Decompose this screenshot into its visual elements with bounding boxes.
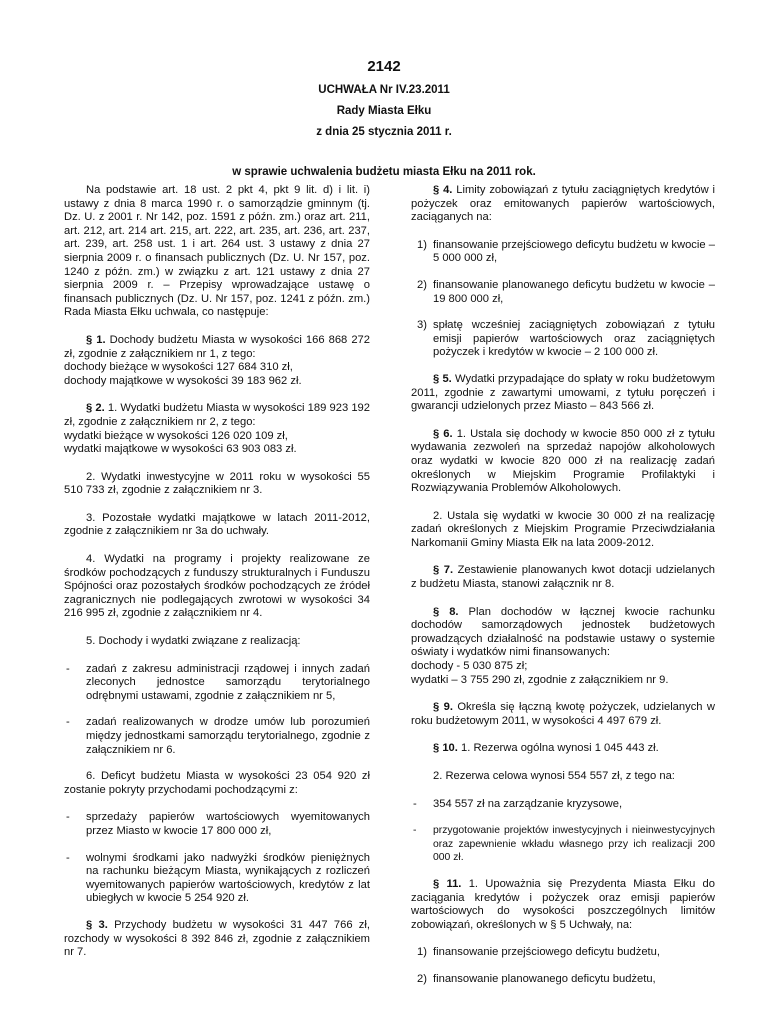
section-8-line-3: wydatki – 3 755 290 zł, zgodnie z załącznikiem nr 9. <box>411 673 669 686</box>
section-8-text: Plan dochodów w łącznej kwocie rachunku dochodów samorządowych jednostek budżetowych prowadzących działalność na podstawie ustawy o systemie oświaty i wydatków nimi finansowanych: <box>411 605 716 659</box>
section-2-line-3: wydatki majątkowe w wysokości 63 903 083 zł. <box>64 443 297 456</box>
section-6-label: § 6. <box>433 427 453 440</box>
resolution-title: UCHWAŁA Nr IV.23.2011 <box>318 84 450 96</box>
section-10-text: 1. Rezerwa ogólna wynosi 1 045 443 zł. <box>461 742 659 755</box>
section-7-text: Zestawienie planowanych kwot dotacji udzielanych z budżetu Miasta, stanowi załącznik nr 8. <box>411 564 715 591</box>
section-3-text: Przychody budżetu w wysokości 31 447 766 zł, rozchody w wysokości 8 392 846 zł, zgodnie z załącznikiem nr 7. <box>64 918 370 959</box>
section-9-text: Określa się łączną kwotę pożyczek, udzielanych w roku budżetowym 2011, w wysokości 4 497 679 zł. <box>411 701 715 727</box>
left-column <box>64 184 370 974</box>
section-7-label: § 7. <box>433 564 454 577</box>
list-item <box>411 319 715 360</box>
list-item: - zadań z zakresu administracji rządowej i innych zadań zleconych jednostce samorządu terytorialnego odrębnymi ustawami, zgodnie z załącznikiem nr 5, <box>64 663 370 704</box>
section-6-paragraph-2: 2. Ustala się wydatki w kwocie 30 000 zł na realizację zadań określonych z Miejskim Programie Przeciwdziałania Narkomanii Gminy Miasta Ełk na lata 2009-2012. <box>411 509 715 549</box>
section-6 <box>411 428 715 496</box>
section-10-label: § 10. <box>433 742 458 755</box>
list-item-text: finansowanie planowanego deficytu budżetu w kwocie – 19 800 000 zł, <box>433 278 715 305</box>
list-item-text: spłatę wcześniej zaciągniętych zobowiązań z tytułu emisji papierów wartościowych oraz zaciągniętych pożyczek i kredytów w kwocie – 2 100 000 zł. <box>433 319 715 359</box>
list-item-text: finansowanie przejściowego deficytu budżetu, <box>433 946 660 959</box>
list-item-number: 2) <box>417 278 427 291</box>
list-item <box>411 279 715 306</box>
list-item: - 354 557 zł na zarządzanie kryzysowe, <box>411 798 715 812</box>
section-1-line-2: dochody bieżące w wysokości 127 684 310 zł, <box>64 361 293 374</box>
section-6-text: 1. Ustala się dochody w kwocie 850 000 zł z tytułu wydawania zezwoleń na sprzedaż napojów alkoholowych oraz wydatki w kwocie 820 000 zł na realizację zadań określonych w Miejskim Programie Profilaktyki i Rozwiązywania Problemów Alkoholowych. <box>411 427 716 495</box>
section-1-line-3: dochody majątkowe w wysokości 39 183 962 zł. <box>64 374 302 387</box>
section-2-line-2: wydatki bieżące w wysokości 126 020 109 zł, <box>64 429 288 442</box>
section-9-label: § 9. <box>433 701 453 714</box>
list-item-number: 1) <box>417 946 427 959</box>
list-item <box>411 973 715 987</box>
section-11 <box>411 878 715 932</box>
list-item-number: 1) <box>417 238 427 251</box>
section-2-paragraph-2: 2. Wydatki inwestycyjne w 2011 roku w wysokości 55 510 733 zł, zgodnie z załącznikiem nr 3. <box>64 470 370 497</box>
council-name: Rady Miasta Ełku <box>336 105 432 117</box>
list-item <box>411 946 715 960</box>
list-item: - sprzedaży papierów wartościowych wyemitowanych przez Miasto w kwocie 17 800 000 zł, <box>64 811 370 838</box>
section-2-paragraph-5: 5. Dochody i wydatki związane z realizacją: <box>86 635 301 648</box>
section-2-paragraph-4: 4. Wydatki na programy i projekty realizowane ze środków pochodzących z funduszy strukturalnych i Funduszu Spójności oraz pozostałych środków pochodzących ze źródeł zagranicznych nie podlegających zwrotowi w wysokości 34 216 995 zł, zgodnie z załącznikiem nr 4. <box>64 553 370 620</box>
section-5 <box>411 373 715 414</box>
right-column <box>411 184 715 1000</box>
section-4-text: Limity zobowiązań z tytułu zaciągniętych kredytów i pożyczek oraz emitowanych papierów wartościowych, zaciąganych na: <box>411 184 716 224</box>
section-1-label: § 1. <box>86 333 106 346</box>
section-9 <box>411 701 715 728</box>
section-11-text: 1. Upoważnia się Prezydenta Miasta Ełku do zaciągania kredytów i pożyczek oraz emisji papierów wartościowych do wysokości poszczególnych limitów zobowiązań, określonych w § 5 Uchwały, na: <box>411 877 715 931</box>
list-item-text: finansowanie planowanego deficytu budżetu, <box>433 972 656 985</box>
intro-paragraph: Na podstawie art. 18 ust. 2 pkt 4, pkt 9 lit. d) i lit. i) ustawy z dnia 8 marca 1990 r. o samorządzie gminnym (tj. Dz. U. z 2001 r. Nr 142, poz. 1591 z późn. zm.) oraz art. 211, art. 212, art. 214 art. 215, art. 222, art. 235, art. 236, art. 237, art. 239, art. 258 ust. 1 i art. 264 ust. 3 ustawy z dnia 27 sierpnia 2009 r. o finansach publicznych (Dz. U. Nr 157, poz. 1240 z późn. zm.) w związku z art. 121 ustawy z dnia 27 sierpnia 2009 r. – Przepisy wprowadzające ustawę o finansach publicznych (Dz. U. Nr 157, poz. 1241 z późn. zm.) Rada Miasta Ełku uchwala, co następuje: <box>64 184 370 319</box>
section-11-label: § 11. <box>433 877 462 890</box>
section-2 <box>64 402 370 429</box>
list-item-text: finansowanie przejściowego deficytu budżetu w kwocie – 5 000 000 zł, <box>433 238 715 265</box>
section-4-label: § 4. <box>433 184 453 196</box>
section-3-label: § 3. <box>86 918 108 931</box>
list-item: - wolnymi środkami jako nadwyżki środków pieniężnych na rachunku bieżącym Miasta, wynikających z rozliczeń wyemitowanych papierów wartościowych, kredytów z lat ubiegłych w kwocie 5 254 920 zł. <box>64 852 370 906</box>
section-2-label: § 2. <box>86 402 105 415</box>
list-item-number: 2) <box>417 972 427 985</box>
list-item: - przygotowanie projektów inwestycyjnych i nieinwestycyjnych oraz zapewnienie wkładu własnego przy ich realizacji 200 000 zł. <box>411 824 715 865</box>
section-1 <box>64 334 370 361</box>
section-2-text: 1. Wydatki budżetu Miasta w wysokości 189 923 192 zł, zgodnie z załącznikiem nr 2, z tego: <box>64 402 371 428</box>
section-8-label: § 8. <box>433 605 459 618</box>
list-item: - zadań realizowanych w drodze umów lub porozumień między jednostkami samorządu terytorialnego, zgodnie z załącznikiem nr 6. <box>64 716 370 757</box>
section-4 <box>411 184 715 225</box>
document-number: 2142 <box>367 58 401 75</box>
section-1-text: Dochody budżetu Miasta w wysokości 166 868 272 zł, zgodnie z załącznikiem nr 1, z tego: <box>64 333 370 360</box>
section-10-paragraph-2: 2. Rezerwa celowa wynosi 554 557 zł, z tego na: <box>433 770 675 782</box>
resolution-date: z dnia 25 stycznia 2011 r. <box>316 126 452 138</box>
section-8-line-2: dochody - 5 030 875 zł; <box>411 660 528 673</box>
section-8 <box>411 606 715 660</box>
section-2-paragraph-3: 3. Pozostałe wydatki majątkowe w latach 2011-2012, zgodnie z załącznikiem nr 3a do uchwały. <box>64 511 370 538</box>
list-item <box>411 239 715 266</box>
section-7 <box>411 564 715 591</box>
section-5-label: § 5. <box>433 372 452 385</box>
section-10 <box>411 742 715 756</box>
section-5-text: Wydatki przypadające do spłaty w roku budżetowym 2011, zgodnie z zawartymi umowami, z tytułu poręczeń i gwarancji udzielonych przez Miasto – 843 566 zł. <box>411 372 716 413</box>
section-3 <box>64 919 370 960</box>
list-item-number: 3) <box>417 319 427 332</box>
section-2-paragraph-6: 6. Deficyt budżetu Miasta w wysokości 23 054 920 zł zostanie pokryty przychodami pochodzącymi z: <box>64 770 370 796</box>
resolution-subject: w sprawie uchwalenia budżetu miasta Ełku na 2011 rok. <box>232 166 536 178</box>
